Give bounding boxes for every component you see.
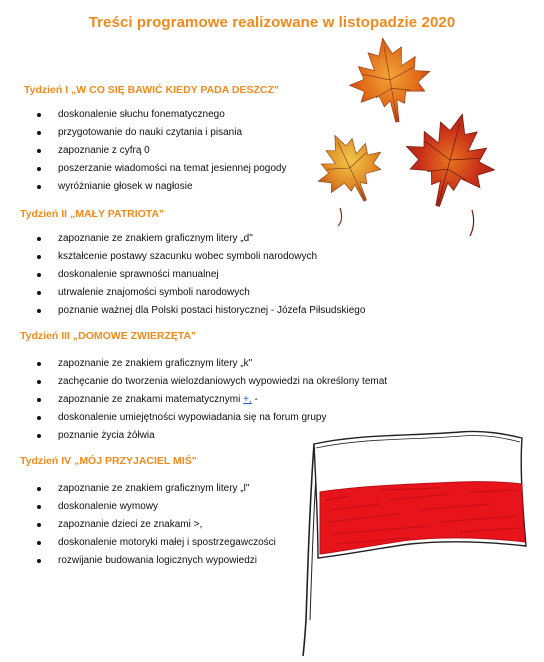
- polish-flag-drawing: [290, 430, 540, 660]
- week-2-list: [36, 230, 365, 320]
- list-item: zachęcanie do tworzenia wielozdaniowych wypowiedzi na określony temat: [36, 373, 387, 391]
- list-item: poznanie ważnej dla Polski postaci historycznej - Józefa Piłsudskiego: [36, 302, 365, 320]
- week-4-heading: Tydzień IV „MÓJ PRZYJACIEL MIŚ": [20, 455, 197, 467]
- list-item: poszerzanie wiadomości na temat jesiennej pogody: [36, 160, 286, 178]
- list-item: zapoznanie ze znakiem graficznym litery „l": [36, 480, 276, 498]
- list-item: przygotowanie do nauki czytania i pisania: [36, 124, 286, 142]
- leaf-stem: [338, 208, 342, 226]
- list-item-text: zapoznanie ze znakami matematycznymi: [58, 394, 244, 405]
- list-item-math-signs: [36, 391, 387, 409]
- list-item: kształcenie postawy szacunku wobec symboli narodowych: [36, 248, 365, 266]
- week-1-heading: Tydzień I „W CO SIĘ BAWIĆ KIEDY PADA DESZCZ": [24, 84, 279, 96]
- list-item: doskonalenie sprawności manualnej: [36, 266, 365, 284]
- list-item: zapoznanie ze znakiem graficznym litery „d": [36, 230, 365, 248]
- list-item: doskonalenie słuchu fonematycznego: [36, 106, 286, 124]
- list-item: zapoznanie z cyfrą 0: [36, 142, 286, 160]
- maple-leaves-illustration: [300, 40, 540, 240]
- list-item: rozwijanie budowania logicznych wypowiedzi: [36, 552, 276, 570]
- week-2-heading: Tydzień II „MAŁY PATRIOTA": [20, 208, 165, 220]
- page-title: Treści programowe realizowane w listopadzie 2020: [88, 14, 456, 31]
- list-item: doskonalenie wymowy: [36, 498, 276, 516]
- leaf-stem: [470, 210, 474, 236]
- leaf-right-icon: [394, 102, 507, 217]
- list-item: zapoznanie dzieci ze znakami >,: [36, 516, 276, 534]
- list-item-tail: -: [251, 394, 258, 405]
- list-item: wyróżnianie głosek w nagłosie: [36, 178, 286, 196]
- week-4-list: [36, 480, 276, 570]
- week-3-heading: Tydzień III „DOMOWE ZWIERZĘTA": [20, 330, 197, 342]
- list-item: doskonalenie motoryki małej i spostrzegawczości: [36, 534, 276, 552]
- list-item: zapoznanie ze znakiem graficznym litery „k": [36, 355, 387, 373]
- list-item: poznanie życia żółwia: [36, 427, 387, 445]
- math-signs-link[interactable]: +,: [243, 394, 252, 405]
- list-item: utrwalenie znajomości symboli narodowych: [36, 284, 365, 302]
- leaf-top-icon: [342, 31, 437, 129]
- list-item: doskonalenie umiejętności wypowiadania się na forum grupy: [36, 409, 387, 427]
- week-1-list: [36, 106, 286, 196]
- leaf-left-icon: [303, 121, 396, 215]
